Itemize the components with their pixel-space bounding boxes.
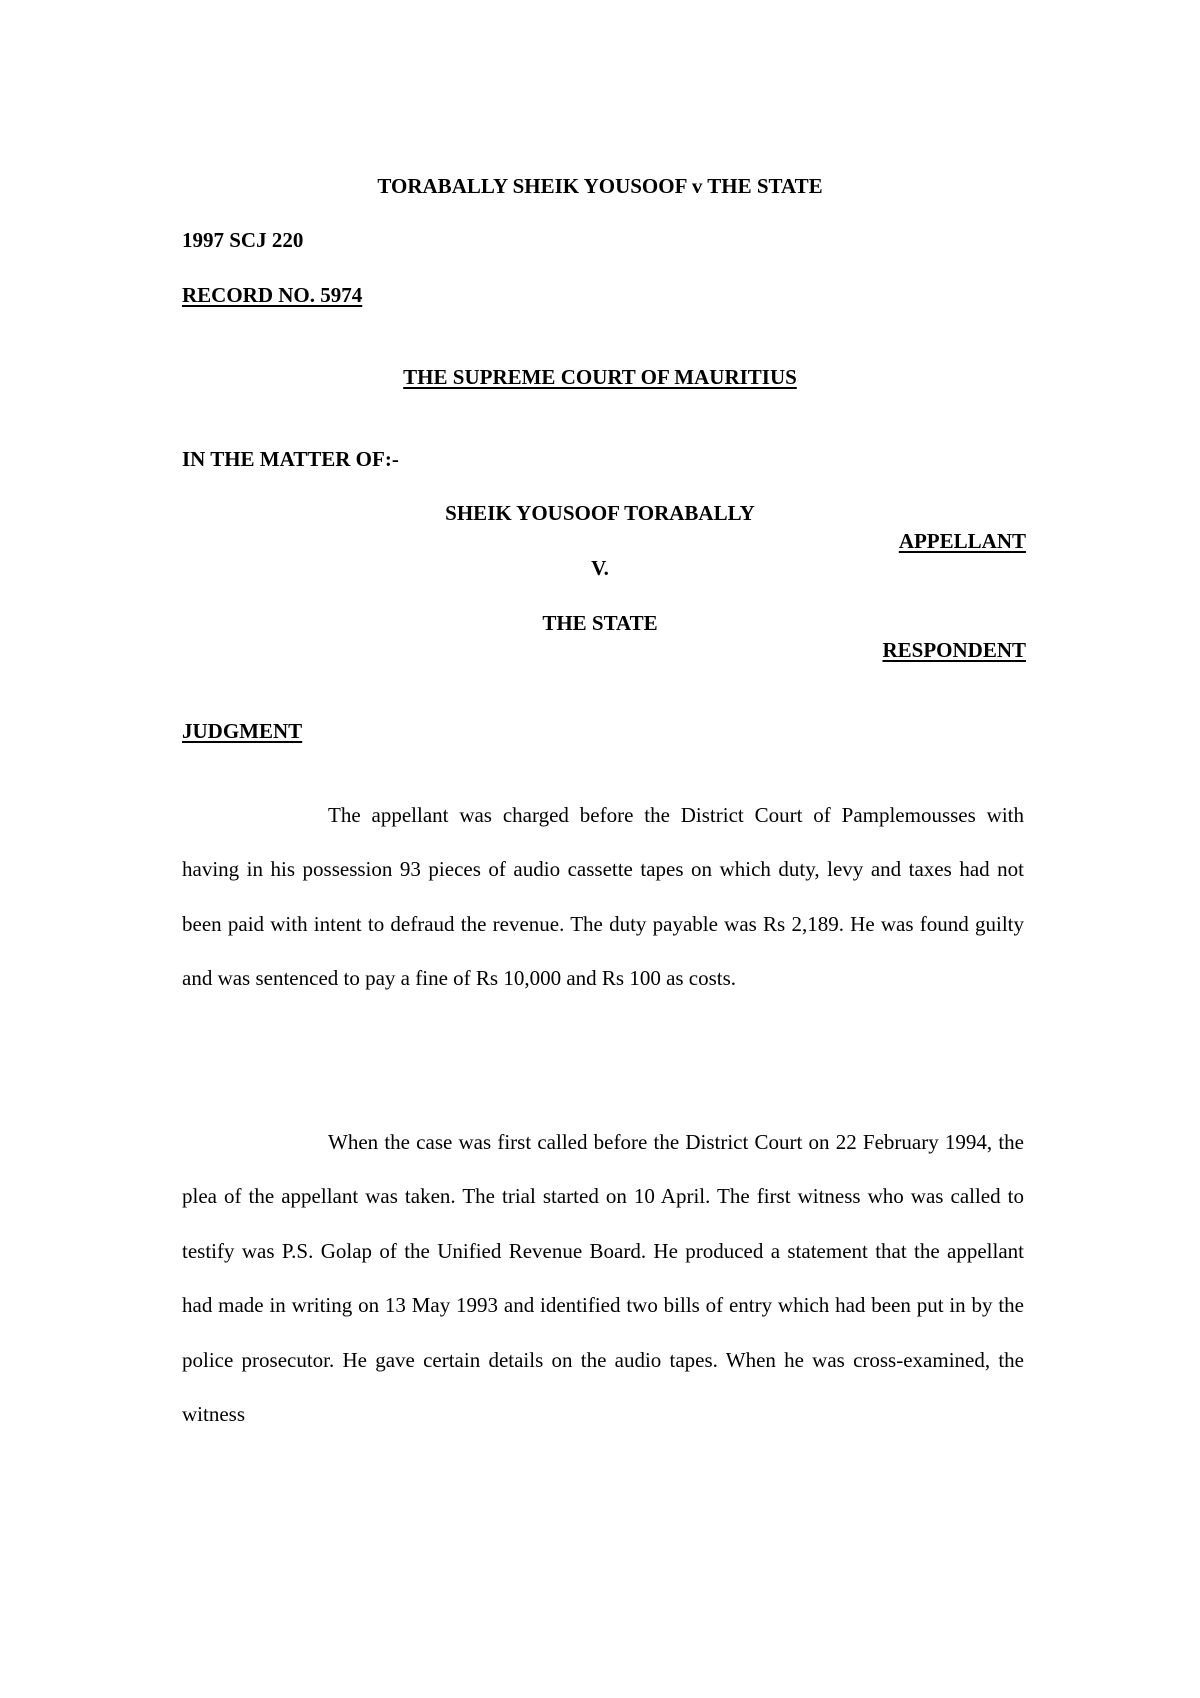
judgment-paragraph bbox=[182, 788, 1024, 1006]
respondent-role: RESPONDENT bbox=[882, 638, 1026, 662]
judgment-heading: JUDGMENT bbox=[182, 719, 303, 743]
appellant-name: SHEIK YOUSOOF TORABALLY bbox=[445, 501, 755, 525]
court-name: THE SUPREME COURT OF MAURITIUS bbox=[403, 365, 797, 389]
record-number: RECORD NO. 5974 bbox=[182, 283, 363, 307]
versus-label: V. bbox=[591, 556, 609, 580]
respondent-name: THE STATE bbox=[542, 611, 658, 635]
case-title: TORABALLY SHEIK YOUSOOF v THE STATE bbox=[377, 174, 823, 198]
paragraph-text: The appellant was charged before the District Court of Pamplemousses with having in his possession 93 pieces of audio cassette tapes on which duty, levy and taxes had not been paid with intent to defraud the revenue. The duty payable was Rs 2,189. He was found guilty and was sentenced to pay a fine of Rs 10,000 and Rs 100 as costs. bbox=[182, 803, 1024, 991]
paragraph-text: When the case was first called before the District Court on 22 February 1994, the plea of the appellant was taken. The trial started on 10 April. The first witness who was called to testify was P.S. Golap of the Unified Revenue Board. He produced a statement that the appellant had made in writing on 13 May 1993 and identified two bills of entry which had been put in by the police prosecutor. He gave certain details on the audio tapes. When he was cross-examined, the witness bbox=[182, 1130, 1024, 1427]
citation: 1997 SCJ 220 bbox=[182, 228, 304, 252]
judgment-paragraph bbox=[182, 1115, 1024, 1441]
appellant-role: APPELLANT bbox=[898, 529, 1026, 553]
matter-heading: IN THE MATTER OF:- bbox=[182, 447, 399, 471]
